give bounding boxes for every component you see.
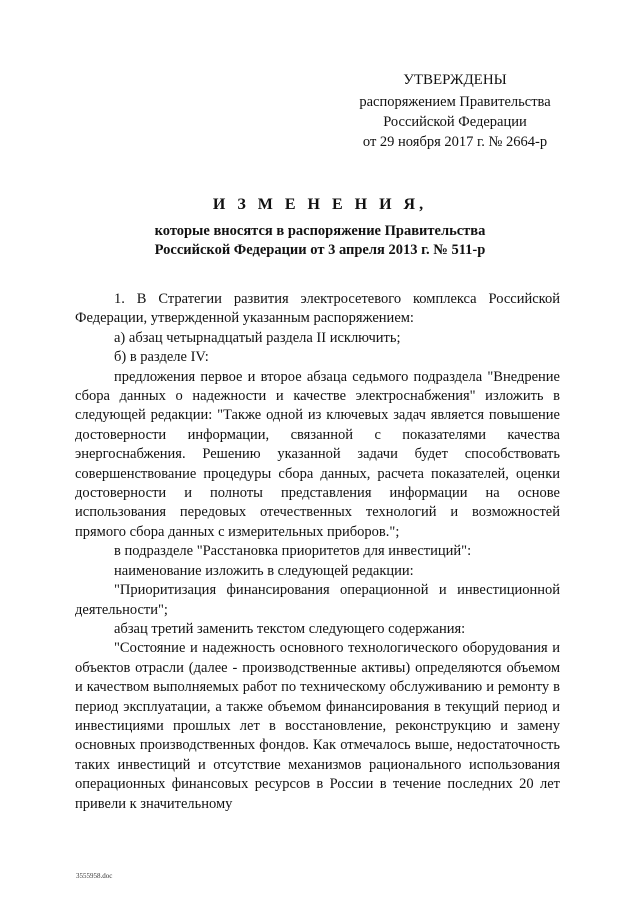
paragraph: б) в разделе IV: [114, 349, 209, 366]
paragraph: 1. В Стратегии развития электросетевого комплекса Российской Федерации, утвержденной указанным распоряжением: [75, 291, 560, 327]
approval-line-2: распоряжением Правительства [359, 94, 551, 110]
approval-line-3: Российской Федерации [383, 114, 527, 130]
document-body [75, 290, 560, 814]
paragraph: "Приоритизация финансирования операционной и инвестиционной деятельности"; [75, 582, 560, 618]
approval-block [340, 70, 570, 152]
paragraph: абзац третий заменить текстом следующего содержания: [114, 620, 466, 637]
subtitle-line-2: Российской Федерации от 3 апреля 2013 г. № 511-р [154, 241, 486, 258]
paragraph: предложения первое и второе абзаца седьмого подраздела "Внедрение сбора данных о надежности и качестве электроснабжения" изложить в следующей редакции: "Также одной из ключевых задач является повышение достоверности информации, связанной с показателями качества энергоснабжения. Решению указанной задачи будет способствовать совершенствование процедуры сбора данных, расчета показателей, оценки достоверности и полноты представления информации на основе использования передовых отечественных технологий и возможностей прямого сбора данных с измерительных приборов."; [75, 368, 560, 540]
subtitle-line-1: которые вносятся в распоряжение Правительства [154, 223, 486, 239]
paragraph: наименование изложить в следующей редакции: [114, 562, 414, 579]
approval-line-4: от 29 ноября 2017 г. № 2664-р [362, 134, 548, 150]
paragraph: а) абзац четырнадцатый раздела II исключить; [114, 329, 401, 346]
paragraph: в подразделе "Расстановка приоритетов для инвестиций": [114, 543, 472, 560]
approval-heading: УТВЕРЖДЕНЫ [403, 72, 507, 88]
document-title: И З М Е Н Е Н И Я, [212, 196, 428, 213]
document-subtitle [0, 222, 640, 259]
paragraph: "Состояние и надежность основного технологического оборудования и объектов отрасли (далее - производственные активы) определяются объемом и качеством выполняемых работ по техническому обслуживанию и ремонту в период эксплуатации, а также объемом финансирования в текущий период и инвестициями прошлых лет в восстановление, реконструкцию и замену основных производственных фондов. Как отмечалось выше, недостаточность таких инвестиций и отсутствие механизмов рационального использования операционных финансовых ресурсов в России в течение последних 20 лет привели к значительному [75, 640, 560, 812]
file-name-footer: 3555958.doc [76, 872, 113, 880]
